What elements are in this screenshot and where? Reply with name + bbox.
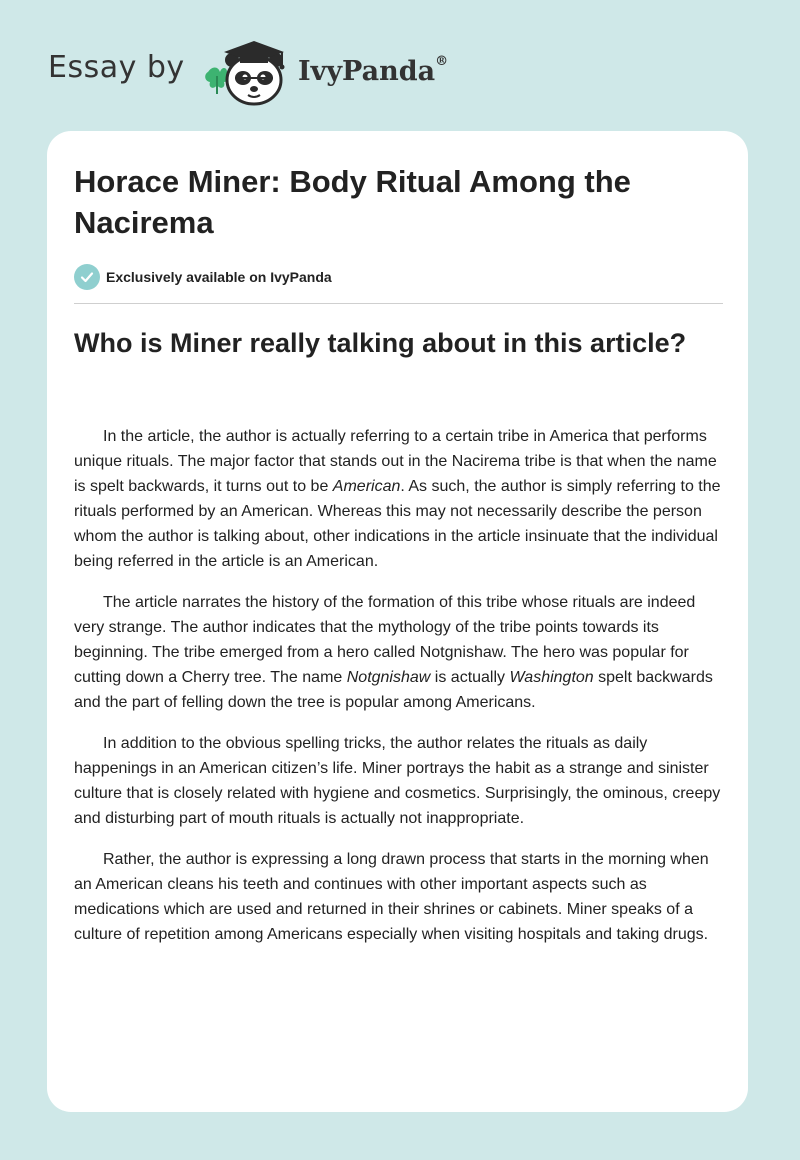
ivypanda-logo[interactable] (202, 36, 294, 108)
site-header (48, 36, 548, 106)
essay-by-label: Essay by (48, 50, 185, 85)
brand-name[interactable] (298, 56, 448, 87)
brand-text: IvyPanda (298, 56, 436, 87)
paragraph-2: The article narrates the history of the formation of this tribe whose rituals are indeed very strange. The author indicates that the mythology of the tribe points towards its beginning. The tribe emerged from a hero called Notgnishaw. The hero was popular for cutting down a Cherry tree. The name Notgnishaw is actually Washington spelt backwards and the part of felling down the tree is popular among Americans. (74, 594, 713, 711)
section-heading: Who is Miner really talking about in this article? (74, 328, 687, 358)
emphasis: Notgnishaw (346, 669, 431, 686)
emphasis: American (332, 478, 401, 495)
divider (74, 303, 723, 304)
check-circle-icon (74, 264, 100, 290)
article-body (74, 424, 724, 963)
paragraph-4: Rather, the author is expressing a long drawn process that starts in the morning when an American cleans his teeth and continues with other important aspects such as medications which are used and returned in their shrines or cabinets. Miner speaks of a culture of repetition among Americans especially when visiting hospitals and taking drugs. (74, 851, 709, 943)
exclusive-badge (74, 264, 332, 290)
emphasis: Washington (509, 669, 594, 686)
page-title: Horace Miner: Body Ritual Among the Nacirema (74, 164, 631, 240)
paragraph-1: In the article, the author is actually referring to a certain tribe in America that performs unique rituals. The major factor that stands out in the Nacirema tribe is that when the name is spelt backwards, it turns out to be American. As such, the author is simply referring to the rituals performed by an American. Whereas this may not necessarily describe the person whom the author is talking about, other indications in the article insinuate that the individual being referred in the article is an American. (74, 428, 721, 570)
paragraph-3: In addition to the obvious spelling tricks, the author relates the rituals as daily happenings in an American citizen’s life. Miner portrays the habit as a strange and sinister culture that is closely related with hygiene and cosmetics. Surprisingly, the ominous, creepy and disturbing part of mouth rituals is actually not inappropriate. (74, 735, 721, 827)
registered-mark: ® (435, 54, 449, 69)
essay-card (47, 131, 748, 1112)
badge-label: Exclusively available on IvyPanda (106, 269, 332, 285)
